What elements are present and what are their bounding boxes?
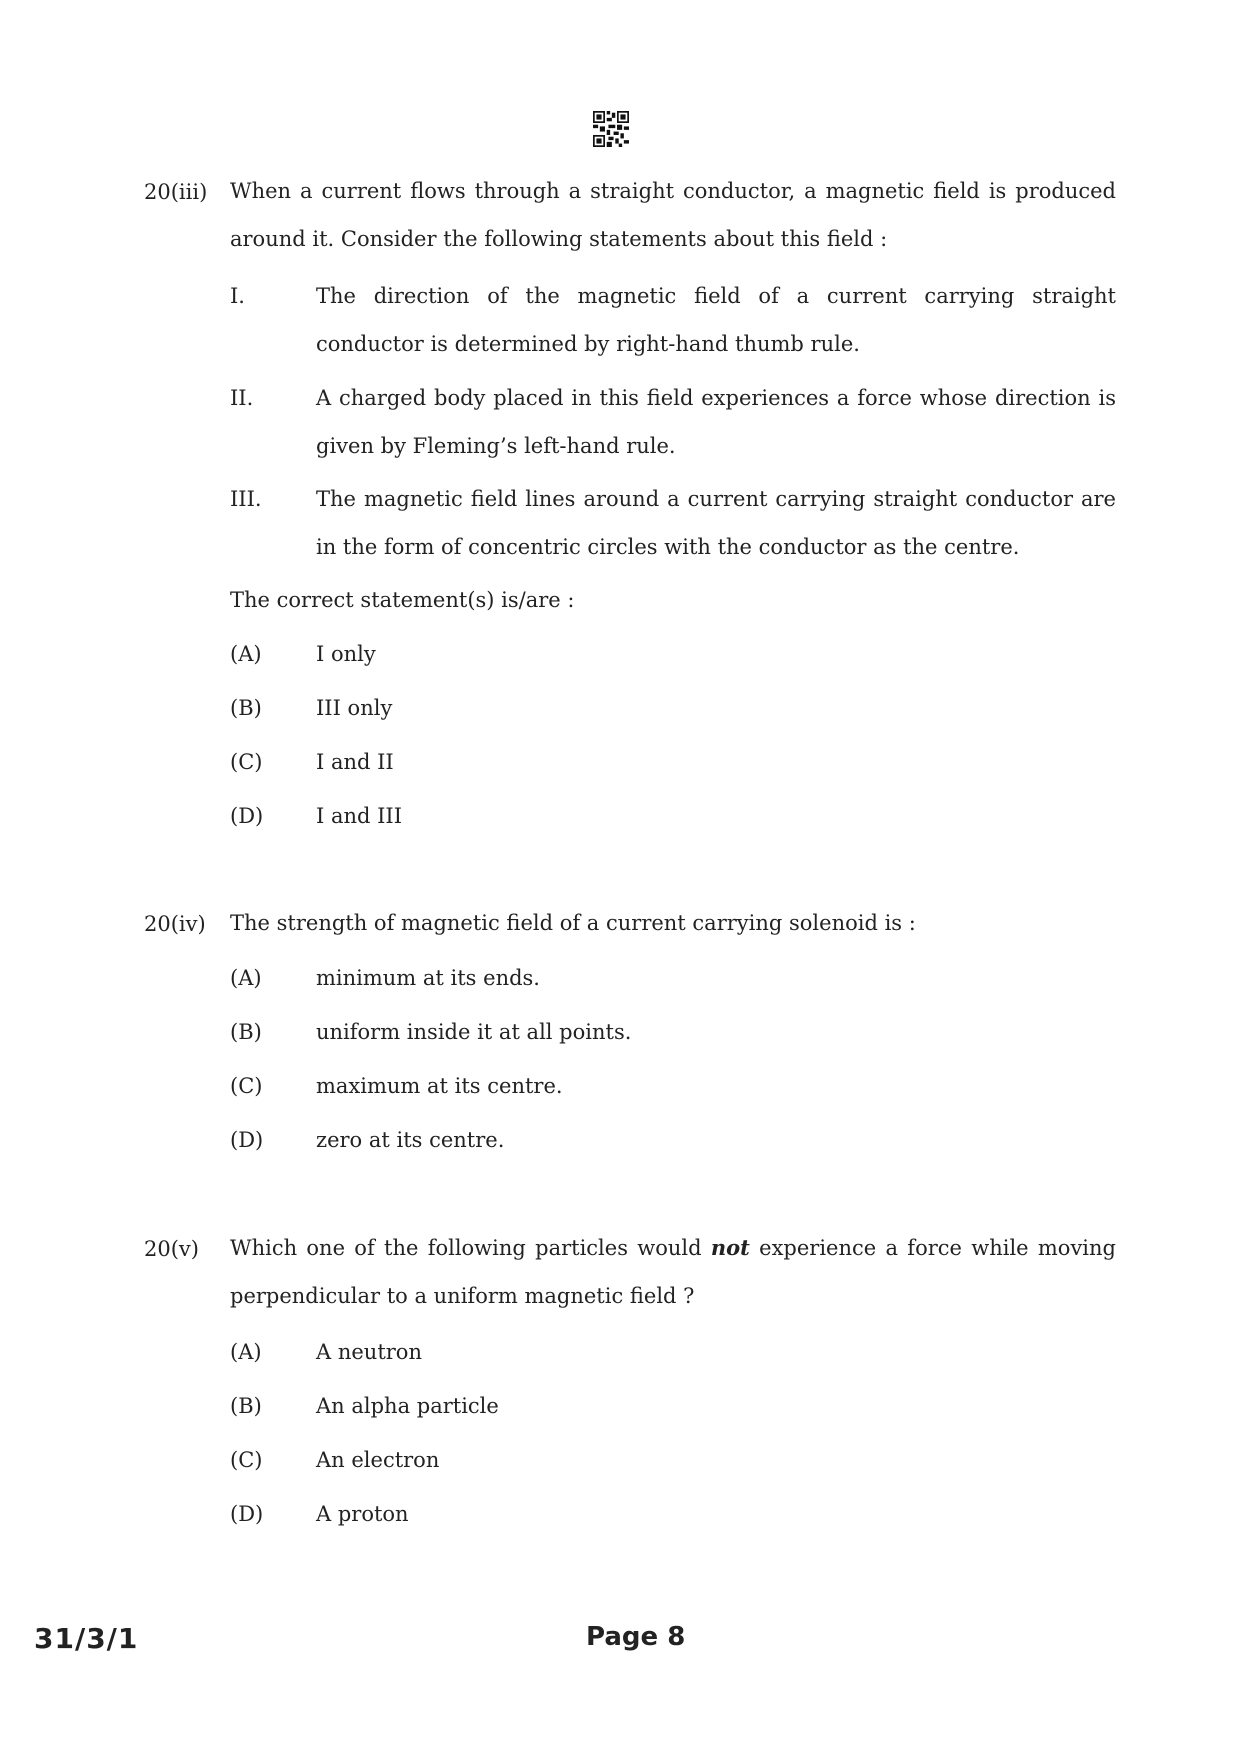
prompt-text: The correct statement(s) is/are : bbox=[230, 588, 575, 612]
option-label: (D) bbox=[230, 1128, 264, 1152]
option-text: I only bbox=[316, 642, 376, 666]
option-text: maximum at its centre. bbox=[316, 1074, 563, 1098]
option-label: (D) bbox=[230, 804, 264, 828]
page-number: Page 8 bbox=[586, 1622, 686, 1652]
option-label: (C) bbox=[230, 750, 263, 774]
answer-option[interactable] bbox=[230, 1074, 1116, 1104]
question-text bbox=[230, 1224, 1116, 1320]
option-text: A proton bbox=[316, 1502, 409, 1526]
option-label: (C) bbox=[230, 1074, 263, 1098]
option-label: (A) bbox=[230, 1340, 262, 1364]
qr-code-icon bbox=[593, 111, 629, 147]
statement-label: II. bbox=[230, 386, 254, 410]
statement-text: The direction of the magnetic field of a current carrying straight conductor is determined by right-hand thumb rule. bbox=[316, 284, 1116, 356]
answer-option[interactable] bbox=[230, 1340, 1116, 1370]
statement-text: The magnetic field lines around a current carrying straight conductor are in the form of concentric circles with the conductor as the centre. bbox=[316, 487, 1116, 559]
statement-label: I. bbox=[230, 284, 245, 308]
emphasis-word: not bbox=[710, 1235, 750, 1260]
question-text-part: experience a force while moving perpendicular to a uniform magnetic field ? bbox=[230, 1236, 1116, 1308]
option-text: zero at its centre. bbox=[316, 1128, 505, 1152]
option-text: A neutron bbox=[316, 1340, 422, 1364]
question-number: 20(iii) bbox=[144, 180, 208, 204]
statement-text: A charged body placed in this field experiences a force whose direction is given by Fleming’s left-hand rule. bbox=[316, 386, 1116, 458]
question-number: 20(v) bbox=[144, 1237, 199, 1261]
answer-option[interactable] bbox=[230, 1128, 1116, 1158]
question-text: When a current flows through a straight conductor, a magnetic field is produced around it. Consider the following statements about this field : bbox=[230, 179, 1116, 251]
answer-option[interactable] bbox=[230, 966, 1116, 996]
answer-option[interactable] bbox=[230, 696, 1116, 726]
answer-option[interactable] bbox=[230, 1502, 1116, 1532]
question-text: The strength of magnetic field of a current carrying solenoid is : bbox=[230, 911, 916, 935]
answer-option[interactable] bbox=[230, 1394, 1116, 1424]
option-text: I and III bbox=[316, 804, 403, 828]
option-label: (C) bbox=[230, 1448, 263, 1472]
option-label: (B) bbox=[230, 1394, 262, 1418]
option-label: (A) bbox=[230, 966, 262, 990]
option-text: An electron bbox=[316, 1448, 440, 1472]
answer-option[interactable] bbox=[230, 750, 1116, 780]
option-label: (B) bbox=[230, 1020, 262, 1044]
question-text-part: Which one of the following particles would bbox=[230, 1236, 711, 1260]
option-text: III only bbox=[316, 696, 393, 720]
paper-code: 31/3/1 bbox=[34, 1622, 139, 1655]
answer-option[interactable] bbox=[230, 1448, 1116, 1478]
option-label: (B) bbox=[230, 696, 262, 720]
option-text: minimum at its ends. bbox=[316, 966, 540, 990]
option-text: An alpha particle bbox=[316, 1394, 499, 1418]
question-number: 20(iv) bbox=[144, 912, 206, 936]
option-label: (A) bbox=[230, 642, 262, 666]
question-prompt bbox=[230, 588, 1116, 618]
answer-option[interactable] bbox=[230, 642, 1116, 672]
option-text: uniform inside it at all points. bbox=[316, 1020, 632, 1044]
answer-option[interactable] bbox=[230, 804, 1116, 834]
answer-option[interactable] bbox=[230, 1020, 1116, 1050]
statement-label: III. bbox=[230, 487, 262, 511]
option-label: (D) bbox=[230, 1502, 264, 1526]
option-text: I and II bbox=[316, 750, 394, 774]
